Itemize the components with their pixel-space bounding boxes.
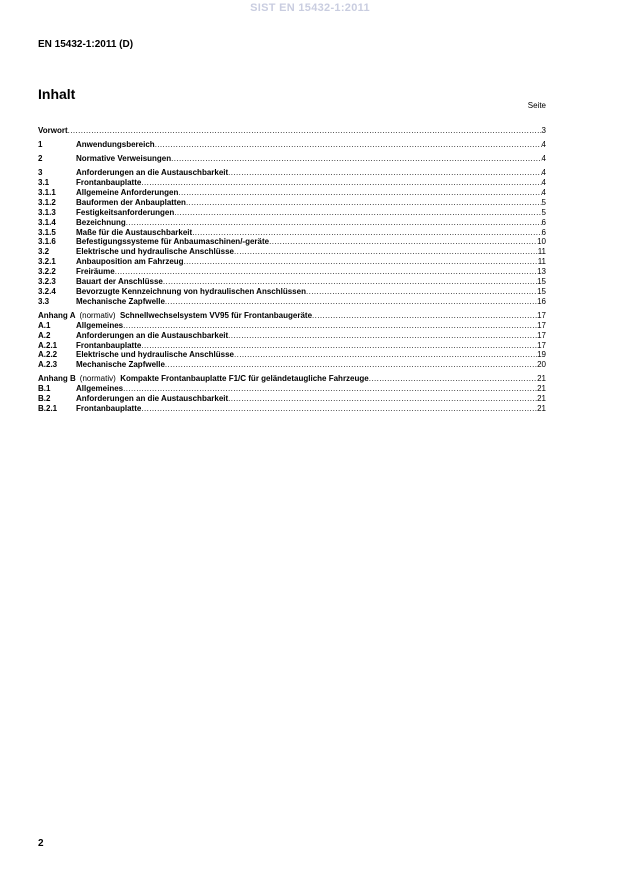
toc-entry-number: A.1	[38, 320, 51, 330]
toc-entry-page: 20	[537, 360, 546, 370]
toc-entry-page: 4	[541, 140, 546, 150]
leader-dots	[174, 208, 541, 218]
toc-entry-title: Bevorzugte Kennzeichnung von hydraulischen Anschlüssen	[76, 286, 306, 296]
toc-entry-title: Bauformen der Anbauplatten	[76, 197, 186, 207]
toc-entry-title: Mechanische Zapfwelle	[76, 296, 165, 306]
toc-entry-2[interactable]	[38, 154, 546, 164]
toc-entry-number: 3.1	[38, 178, 50, 188]
leader-dots	[306, 287, 537, 297]
toc-entry-a-1[interactable]	[38, 321, 546, 331]
toc-entry-page: 17	[537, 310, 546, 320]
toc-entry-3-1-1[interactable]	[38, 188, 546, 198]
toc-entry-number: A.2.2	[38, 350, 58, 360]
toc-entry-page: 15	[537, 277, 546, 287]
toc-entry-number: B.2	[38, 394, 51, 404]
toc-entry-page: 16	[537, 296, 546, 306]
leader-dots	[234, 247, 538, 257]
toc-entry-3-1-6[interactable]	[38, 237, 546, 247]
toc-entry-title: Anforderungen an die Austauschbarkeit	[76, 168, 229, 178]
leader-dots	[165, 360, 537, 370]
annex-type: (normativ)	[79, 310, 116, 320]
toc-entry-page: 5	[541, 207, 546, 217]
toc-entry-1[interactable]	[38, 140, 546, 150]
toc-entry-number: 3.1.4	[38, 217, 56, 227]
toc-entry-number: 1	[38, 140, 43, 150]
toc-entry-title: Vorwort	[38, 126, 68, 135]
leader-dots	[228, 394, 537, 404]
toc-entry-page: 21	[537, 384, 546, 394]
page-column-label: Seite	[527, 101, 546, 110]
watermark: SIST EN 15432-1:2011	[250, 2, 370, 14]
leader-dots	[228, 331, 537, 341]
toc-entry-number: A.2.3	[38, 360, 58, 370]
toc-entry-page: 5	[541, 197, 546, 207]
leader-dots	[115, 267, 537, 277]
toc-entry-3-1-3[interactable]	[38, 208, 546, 218]
toc-entry-b-2[interactable]	[38, 394, 546, 404]
toc-entry-number: 2	[38, 154, 43, 164]
toc-entry-3-2-4[interactable]	[38, 287, 546, 297]
leader-dots	[141, 404, 537, 414]
toc-entry-number: B.1	[38, 384, 51, 394]
toc-entry-number: 3.2.2	[38, 267, 56, 277]
toc-entry-title	[79, 311, 312, 321]
leader-dots	[184, 257, 538, 267]
toc-entry-page: 11	[537, 257, 546, 267]
toc-entry-3-1-5[interactable]	[38, 228, 546, 238]
toc-entry-number: 3.1.6	[38, 237, 56, 247]
leader-dots	[141, 178, 541, 188]
toc-entry-a-2-1[interactable]	[38, 341, 546, 351]
toc-entry-title: Frontanbauplatte	[76, 178, 142, 188]
leader-dots	[123, 321, 537, 331]
leader-dots	[178, 188, 541, 198]
toc-entry-page: 4	[541, 178, 546, 188]
toc-entry-page: 17	[537, 340, 546, 350]
leader-dots	[68, 126, 542, 136]
leader-dots	[123, 384, 537, 394]
toc-entry-number: 3.2.3	[38, 277, 56, 287]
toc-entry-title: Mechanische Zapfwelle	[76, 360, 165, 370]
toc-entry-page: 21	[537, 374, 546, 384]
toc-entry-3-3[interactable]	[38, 297, 546, 307]
toc-entry-3-2-1[interactable]	[38, 257, 546, 267]
toc-entry-title	[80, 374, 369, 384]
annex-title: Schnellwechselsystem VV95 für Frontanbaugeräte	[119, 310, 313, 320]
toc-entry-page: 13	[537, 267, 546, 277]
toc-entry-title: Festigkeitsanforderungen	[76, 207, 175, 217]
annex-title: Kompakte Frontanbauplatte F1/C für geländetaugliche Fahrzeuge	[120, 374, 369, 384]
toc-entry-title: Anbauposition am Fahrzeug	[76, 257, 184, 267]
toc-entry-a-2-3[interactable]	[38, 360, 546, 370]
leader-dots	[369, 374, 537, 384]
toc-entry-title: Maße für die Austauschbarkeit	[76, 227, 193, 237]
toc-entry-number: B.2.1	[38, 404, 58, 414]
toc-entry-number: A.2.1	[38, 340, 58, 350]
toc-entry-number: 3.2.1	[38, 257, 56, 267]
leader-dots	[228, 168, 541, 178]
toc-entry-page: 10	[537, 237, 546, 247]
toc-entry-anhang-b[interactable]	[38, 374, 546, 384]
toc-entry-number: 3.1.5	[38, 227, 56, 237]
leader-dots	[163, 277, 537, 287]
toc-entry-3[interactable]	[38, 168, 546, 178]
toc-entry-page: 3	[541, 126, 546, 135]
leader-dots	[126, 218, 542, 228]
annex-type: (normativ)	[79, 374, 116, 384]
toc-entry-page: 11	[537, 247, 546, 257]
toc-entry-number: 3.1.3	[38, 207, 56, 217]
page-number: 2	[38, 838, 44, 849]
leader-dots	[312, 311, 537, 321]
toc-entry-b-2-1[interactable]	[38, 404, 546, 414]
toc-entry-3-2[interactable]	[38, 247, 546, 257]
toc-entry-3-1-4[interactable]	[38, 218, 546, 228]
toc-entry-page: 17	[537, 320, 546, 330]
leader-dots	[141, 341, 537, 351]
toc-entry-title: Anwendungsbereich	[76, 140, 155, 150]
toc-entry-title: Anforderungen an die Austauschbarkeit	[76, 394, 229, 404]
toc-entry-title: Anforderungen an die Austauschbarkeit	[76, 330, 229, 340]
toc-entry-number: 3.2	[38, 247, 50, 257]
toc-entry-page: 6	[541, 227, 546, 237]
toc-entry-page: 21	[537, 394, 546, 404]
toc-entry-title: Freiräume	[76, 267, 115, 277]
toc-entry-vorwort[interactable]	[38, 126, 546, 136]
toc-entry-number: 3.2.4	[38, 286, 56, 296]
toc-entry-page: 4	[541, 188, 546, 197]
toc-entry-3-1[interactable]	[38, 178, 546, 188]
leader-dots	[192, 228, 541, 238]
toc-entry-page: 4	[541, 168, 546, 178]
document-id: EN 15432-1:2011 (D)	[38, 39, 134, 50]
toc-entry-number: A.2	[38, 330, 51, 340]
toc-entry-anhang-a[interactable]	[38, 311, 546, 321]
toc-entry-number: 3	[38, 168, 43, 178]
leader-dots	[155, 140, 542, 150]
toc-entry-title: Frontanbauplatte	[76, 404, 142, 414]
leader-dots	[269, 237, 537, 247]
toc-entry-page: 6	[541, 217, 546, 227]
toc-entry-title: Allgemeine Anforderungen	[76, 188, 179, 197]
toc-entry-title: Normative Verweisungen	[76, 154, 172, 164]
table-of-contents	[38, 126, 546, 414]
toc-entry-number: 3.1.2	[38, 197, 56, 207]
toc-entry-number: Anhang A	[38, 310, 76, 320]
toc-entry-page: 4	[541, 154, 546, 164]
toc-entry-3-1-2[interactable]	[38, 198, 546, 208]
toc-entry-number: 3.1.1	[38, 188, 56, 197]
leader-dots	[234, 350, 537, 360]
toc-entry-b-1[interactable]	[38, 384, 546, 394]
leader-dots	[165, 297, 537, 307]
toc-entry-a-2-2[interactable]	[38, 350, 546, 360]
toc-entry-page: 15	[537, 286, 546, 296]
toc-entry-title: Befestigungssysteme für Anbaumaschinen/-geräte	[76, 237, 270, 247]
toc-entry-page: 17	[537, 330, 546, 340]
toc-entry-title: Frontanbauplatte	[76, 340, 142, 350]
leader-dots	[186, 198, 542, 208]
page-title: Inhalt	[38, 86, 76, 102]
toc-entry-3-2-3[interactable]	[38, 277, 546, 287]
toc-entry-title: Elektrische und hydraulische Anschlüsse	[76, 247, 234, 257]
toc-entry-number: 3.3	[38, 296, 50, 306]
toc-entry-title: Elektrische und hydraulische Anschlüsse	[76, 350, 234, 360]
toc-entry-title: Bezeichnung	[76, 217, 126, 227]
toc-entry-title: Allgemeines	[76, 384, 124, 394]
toc-entry-title: Allgemeines	[76, 320, 124, 330]
leader-dots	[171, 154, 541, 164]
toc-entry-a-2[interactable]	[38, 331, 546, 341]
toc-entry-title: Bauart der Anschlüsse	[76, 277, 163, 287]
toc-entry-page: 19	[537, 350, 546, 360]
toc-entry-number: Anhang B	[38, 374, 76, 384]
toc-entry-3-2-2[interactable]	[38, 267, 546, 277]
toc-entry-page: 21	[537, 404, 546, 414]
